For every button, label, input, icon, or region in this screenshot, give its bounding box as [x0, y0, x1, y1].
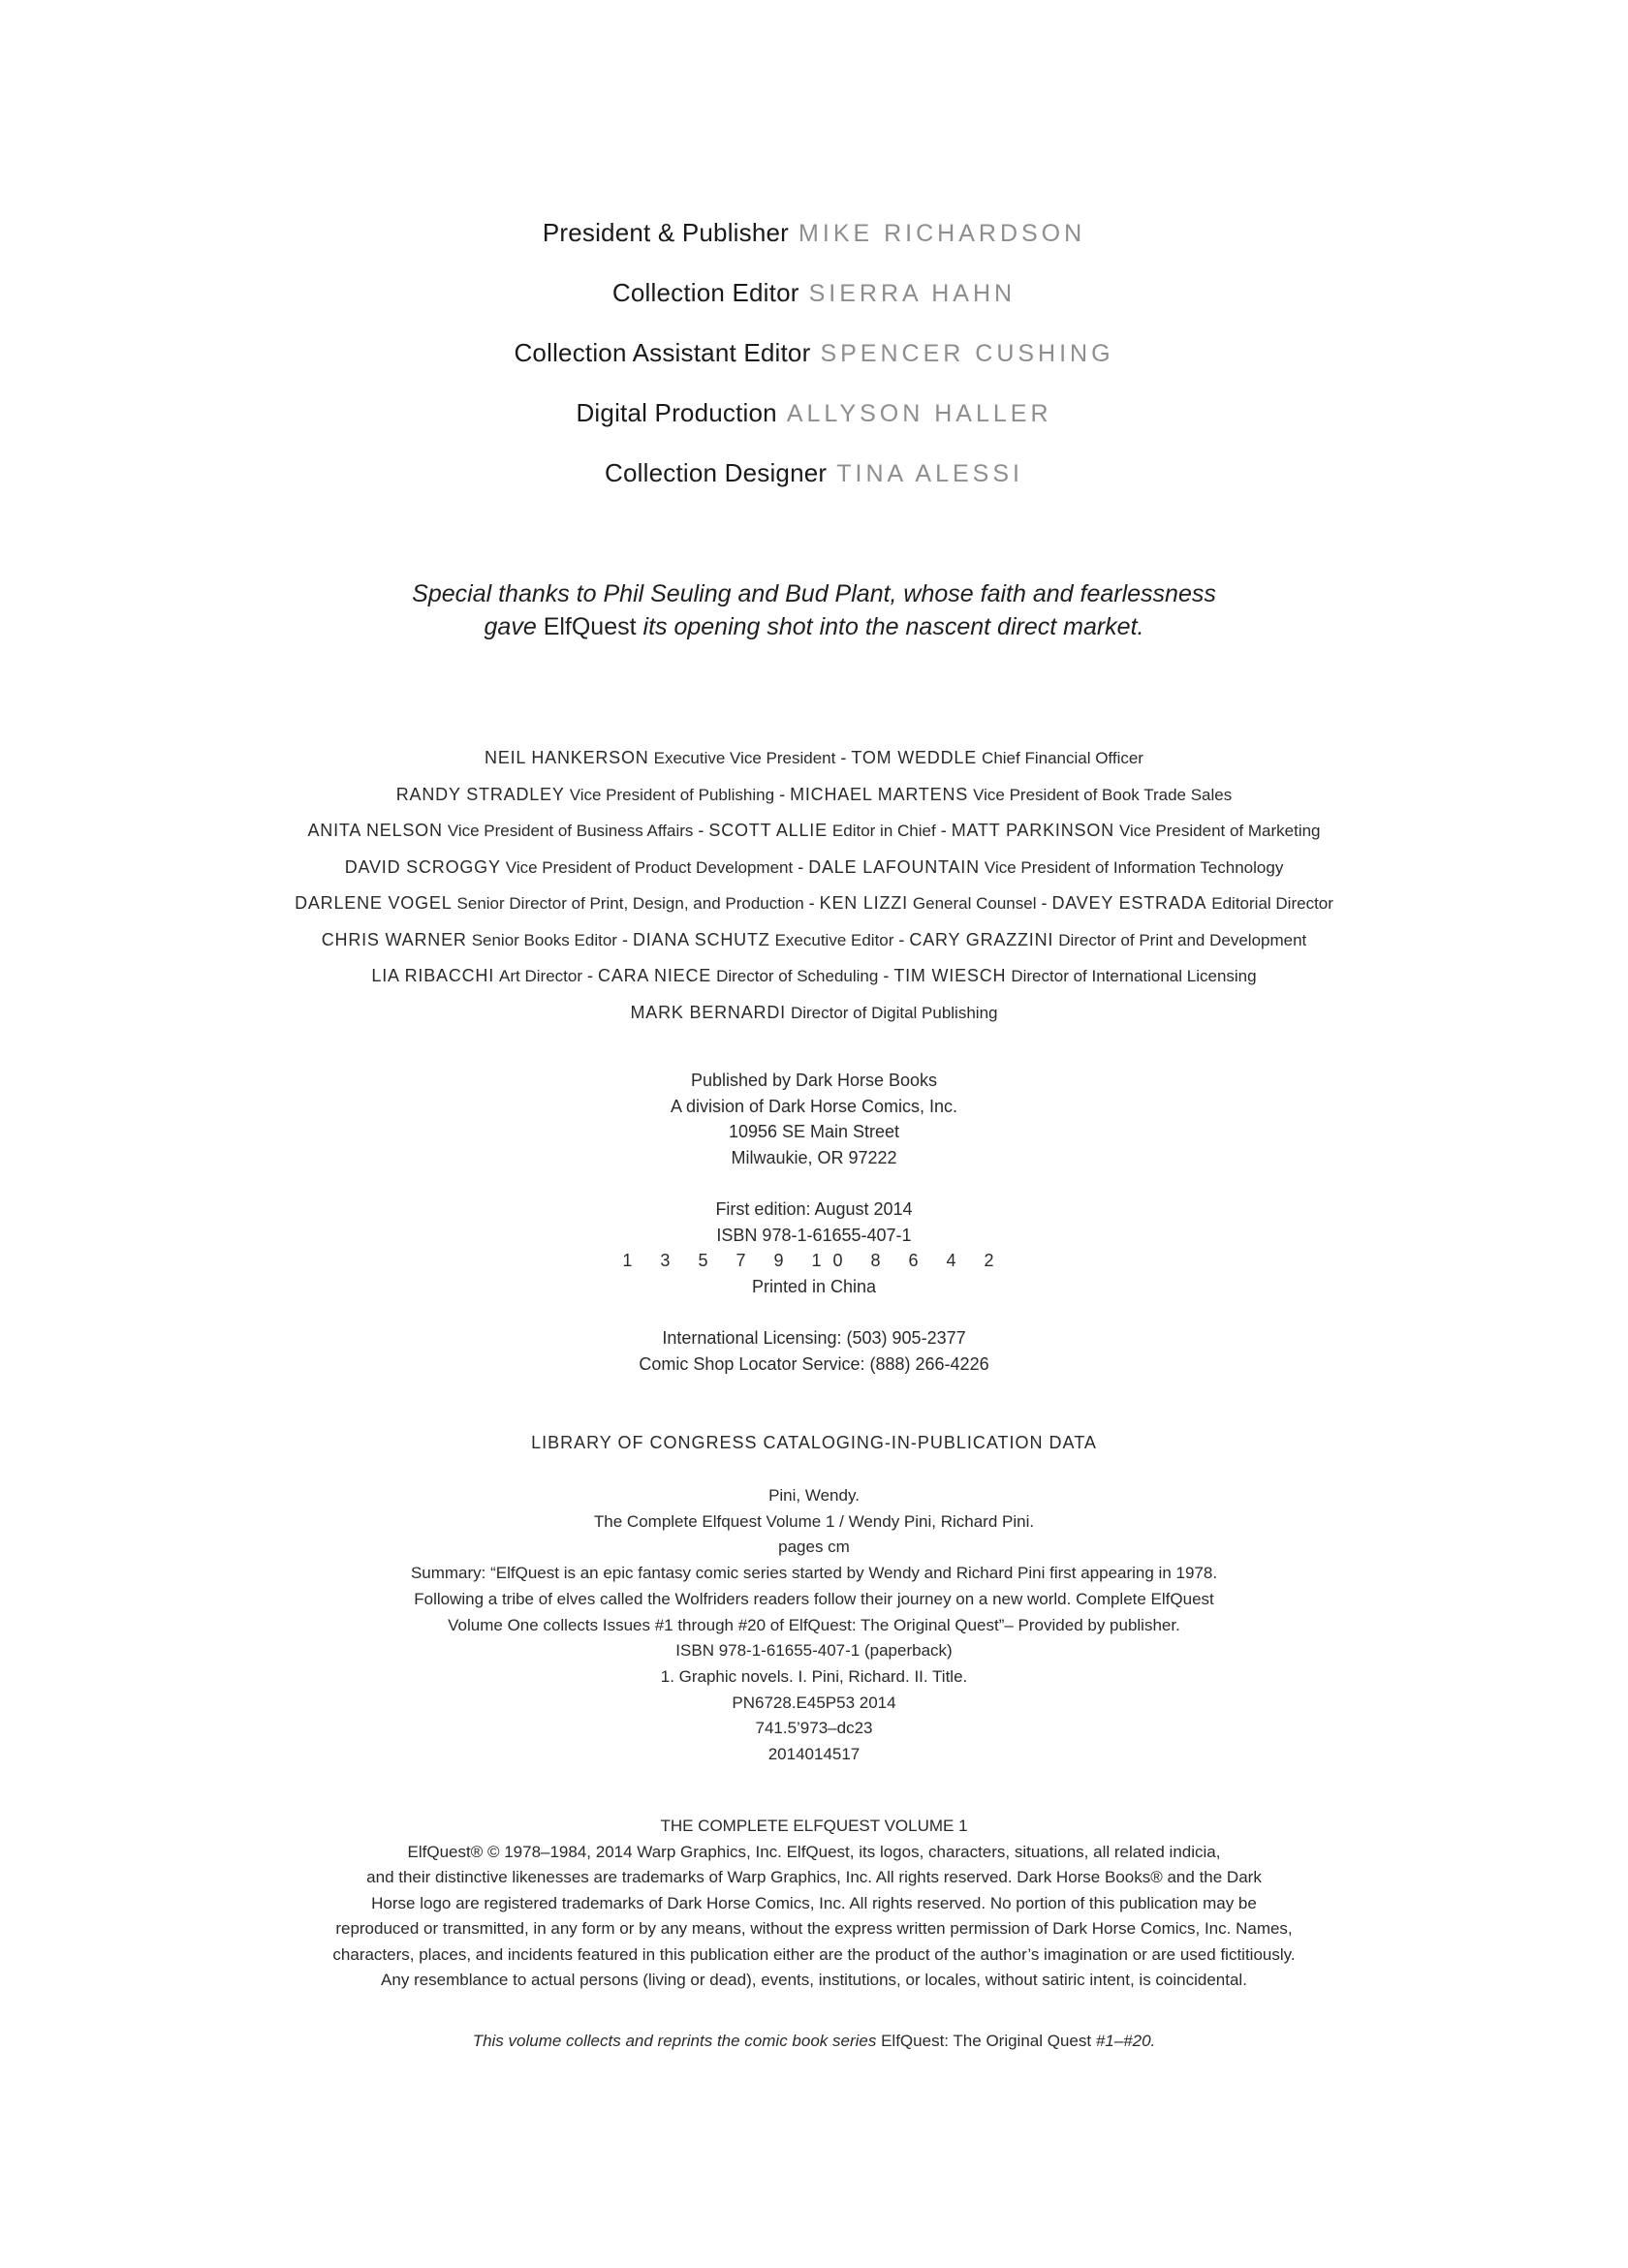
print-run: 1 3 5 7 9 10 8 6 4 2 [622, 1251, 1006, 1270]
cip-line: The Complete Elfquest Volume 1 / Wendy Pini, Richard Pini. [593, 1511, 1035, 1531]
credits-block [0, 213, 1628, 513]
staff-name: RANDY STRADLEY [395, 784, 565, 804]
credit-line [0, 453, 1628, 513]
credit-line [0, 333, 1628, 393]
staff-name: CHRIS WARNER [321, 929, 467, 949]
staff-title: Director of Print and Development [1058, 930, 1307, 949]
staff-line [0, 777, 1628, 814]
credit-role: Collection Designer [605, 458, 828, 487]
cip-line: Following a tribe of elves called the Wolfriders readers follow their journey on a new world. Complete ElfQuest [414, 1589, 1214, 1608]
staff-title: Director of International Licensing [1011, 967, 1257, 985]
credit-line [0, 273, 1628, 333]
staff-name: ANITA NELSON [307, 821, 443, 840]
legal-line: ElfQuest® © 1978–1984, 2014 Warp Graphics, Inc. ElfQuest, its logos, characters, situations, all related indicia, [407, 1842, 1221, 1861]
staff-separator: - [693, 821, 709, 840]
division: A division of Dark Horse Comics, Inc. [670, 1096, 958, 1116]
licensing-phone: International Licensing: (503) 905-2377 [662, 1328, 966, 1348]
staff-title: Senior Books Editor [471, 930, 617, 949]
staff-name: KEN LIZZI [819, 893, 908, 913]
collects-note [0, 2029, 1628, 2054]
cip-line: Volume One collects Issues #1 through #20 of ElfQuest: The Original Quest”– Provided by publisher. [448, 1615, 1180, 1634]
cip-line: Pini, Wendy. [768, 1486, 860, 1505]
collects-series-title: ElfQuest: The Original Quest [881, 2032, 1092, 2050]
credit-name: SIERRA HAHN [808, 280, 1017, 307]
cip-line: PN6728.E45P53 2014 [732, 1693, 896, 1712]
staff-name: MATT PARKINSON [951, 821, 1114, 840]
cip-line: 1. Graphic novels. I. Pini, Richard. II. Title. [660, 1666, 968, 1686]
credit-role: Digital Production [576, 398, 777, 427]
staff-separator: - [774, 784, 791, 804]
staff-line [0, 885, 1628, 922]
staff-line [0, 958, 1628, 995]
credit-name: TINA ALESSI [836, 460, 1023, 487]
credit-name: ALLYSON HALLER [786, 400, 1052, 427]
credit-line [0, 213, 1628, 273]
staff-separator: - [616, 929, 633, 949]
staff-line [0, 922, 1628, 959]
staff-title: Executive Vice President [653, 749, 836, 767]
locator-phone: Comic Shop Locator Service: (888) 266-4226 [639, 1353, 989, 1374]
staff-line [0, 813, 1628, 850]
staff-name: NEIL HANKERSON [485, 748, 649, 767]
staff-name: DARLENE VOGEL [295, 893, 453, 913]
city-address: Milwaukie, OR 97222 [731, 1147, 897, 1167]
staff-title: Vice President of Book Trade Sales [973, 785, 1233, 804]
staff-title: Vice President of Information Technology [984, 857, 1284, 877]
contact-info [0, 1325, 1628, 1377]
staff-line [0, 995, 1628, 1032]
staff-separator: - [893, 929, 910, 949]
staff-name: TOM WEDDLE [851, 748, 978, 767]
staff-title: Vice President of Product Development [505, 857, 794, 877]
legal-line: Horse logo are registered trademarks of Dark Horse Comics, Inc. All rights reserved. No portion of this publication may be [371, 1893, 1257, 1912]
staff-title: Art Director [499, 967, 583, 985]
legal-line: Any resemblance to actual persons (living or dead), events, institutions, or locales, without satiric intent, is coincidental. [381, 1971, 1247, 1989]
cip-line: Summary: “ElfQuest is an epic fantasy comic series started by Wendy and Richard Pini first appearing in 1978. [410, 1564, 1218, 1583]
staff-name: MICHAEL MARTENS [790, 784, 969, 804]
street-address: 10956 SE Main Street [728, 1122, 900, 1141]
edition: First edition: August 2014 [715, 1199, 913, 1219]
cip-heading: LIBRARY OF CONGRESS CATALOGING-IN-PUBLICATION DATA [531, 1433, 1097, 1452]
staff-line [0, 740, 1628, 777]
staff-title: Vice President of Marketing [1118, 822, 1321, 840]
staff-title: Executive Editor [774, 930, 894, 949]
thanks-line-2 [0, 610, 1628, 643]
cip-line: 2014014517 [767, 1745, 861, 1764]
staff-separator: - [793, 856, 809, 877]
credit-role: Collection Editor [611, 278, 799, 307]
printed-in: Printed in China [751, 1276, 877, 1296]
credit-role: Collection Assistant Editor [514, 338, 811, 367]
credit-line [0, 393, 1628, 453]
staff-separator: - [803, 893, 820, 913]
legal-line: and their distinctive likenesses are trademarks of Warp Graphics, Inc. All rights reserved. Dark Horse Books® and the Dark [366, 1868, 1262, 1886]
legal-notice [0, 1814, 1628, 1994]
thanks-post: its opening shot into the nascent direct market. [636, 613, 1144, 640]
staff-separator: - [835, 748, 852, 767]
staff-title: Chief Financial Officer [982, 749, 1143, 767]
legal-line: characters, places, and incidents featured in this publication either are the product of the author’s imagination or are used fictitiously. [332, 1944, 1296, 1964]
special-thanks [0, 577, 1628, 643]
staff-list [0, 740, 1628, 1031]
staff-name: LIA RIBACCHI [371, 966, 495, 985]
cip-line: pages cm [778, 1538, 850, 1557]
staff-name: DALE LAFOUNTAIN [808, 856, 980, 877]
staff-name: SCOTT ALLIE [708, 821, 828, 840]
staff-name: DAVID SCROGGY [344, 856, 501, 877]
collects-post: #1–#20. [1091, 2032, 1156, 2050]
thanks-series-title: ElfQuest [543, 613, 637, 640]
cip-line: ISBN 978-1-61655-407-1 (paperback) [675, 1641, 953, 1661]
staff-title: Editor in Chief [831, 822, 936, 840]
staff-title: Senior Director of Print, Design, and Production [456, 894, 804, 913]
staff-separator: - [582, 966, 599, 985]
cip-data [0, 1483, 1628, 1768]
staff-line [0, 850, 1628, 886]
cip-line: 741.5’973–dc23 [755, 1719, 873, 1738]
publisher-address [0, 1068, 1628, 1170]
credit-name: MIKE RICHARDSON [798, 220, 1086, 247]
thanks-pre: gave [484, 613, 544, 640]
staff-title: Director of Scheduling [716, 967, 879, 985]
thanks-line-1: Special thanks to Phil Seuling and Bud Plant, whose faith and fearlessness [412, 580, 1216, 607]
staff-separator: - [1036, 893, 1052, 913]
staff-title: Director of Digital Publishing [790, 1003, 998, 1022]
staff-name: CARY GRAZZINI [909, 929, 1054, 949]
credit-name: SPENCER CUSHING [820, 340, 1114, 367]
collects-pre: This volume collects and reprints the comic book series [472, 2032, 882, 2050]
legal-title: THE COMPLETE ELFQUEST VOLUME 1 [660, 1817, 968, 1835]
staff-name: DIANA SCHUTZ [632, 929, 770, 949]
staff-title: Vice President of Business Affairs [447, 822, 694, 840]
staff-title: General Counsel [912, 894, 1037, 913]
edition-info [0, 1196, 1628, 1299]
isbn: ISBN 978-1-61655-407-1 [716, 1225, 912, 1245]
staff-name: TIM WIESCH [893, 966, 1007, 985]
staff-separator: - [878, 966, 894, 985]
credit-role: President & Publisher [542, 218, 790, 247]
staff-title: Editorial Director [1211, 894, 1333, 913]
staff-name: DAVEY ESTRADA [1051, 893, 1207, 913]
staff-name: MARK BERNARDI [630, 1002, 786, 1022]
staff-separator: - [935, 821, 952, 840]
staff-name: CARA NIECE [598, 966, 712, 985]
published-by: Published by Dark Horse Books [690, 1071, 938, 1090]
legal-line: reproduced or transmitted, in any form or by any means, without the express written permission of Dark Horse Comics, Inc. Names, [335, 1919, 1293, 1938]
staff-title: Vice President of Publishing [569, 785, 775, 804]
